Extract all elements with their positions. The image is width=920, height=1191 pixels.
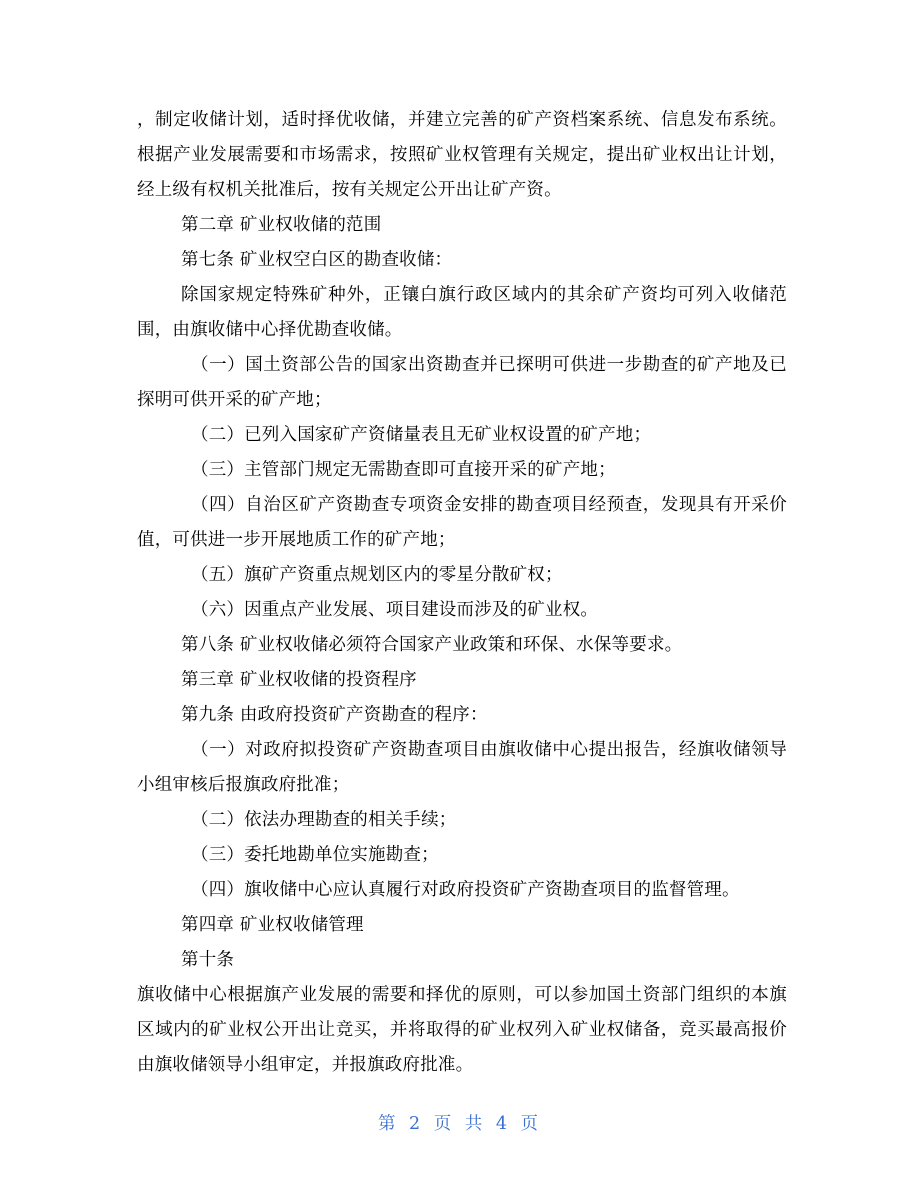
chapter-heading-2: 第二章 矿业权收储的范围 xyxy=(181,215,382,235)
procedure-item-1: （一）对政府拟投资矿产资勘查项目由旗收储中心提出报告，经旗收储领导小组审核后报旗政府批准； xyxy=(137,740,787,795)
list-item-1: （一）国土资部公告的国家出资勘查并已探明可供进一步勘查的矿产地及已探明可供开采的矿产地； xyxy=(137,355,787,410)
list-item-3: （三）主管部门规定无需勘查即可直接开采的矿产地； xyxy=(191,460,616,480)
procedure-item-2: （二）依法办理勘查的相关手续； xyxy=(191,810,457,830)
paragraph-continuation: ，制定收储计划，适时择优收储，并建立完善的矿产资档案系统、信息发布系统。根据产业发展需要和市场需求，按照矿业权管理有关规定，提出矿业权出让计划，经上级有权机关批准后，按有关规定公开出让矿产资。 xyxy=(137,110,787,200)
document-body xyxy=(137,103,787,1083)
procedure-item-4: （四）旗收储中心应认真履行对政府投资矿产资勘查项目的监督管理。 xyxy=(191,880,740,900)
article-9-heading: 第九条 由政府投资矿产资勘查的程序： xyxy=(181,705,488,725)
article-7-body: 除国家规定特殊矿种外，正镶白旗行政区域内的其余矿产资均可列入收储范围，由旗收储中心择优勘查收储。 xyxy=(137,285,787,340)
chapter-heading-4: 第四章 矿业权收储管理 xyxy=(181,915,364,935)
article-8: 第八条 矿业权收储必须符合国家产业政策和环保、水保等要求。 xyxy=(181,635,683,655)
list-item-6: （六）因重点产业发展、项目建设而涉及的矿业权。 xyxy=(191,600,599,620)
chapter-heading-3: 第三章 矿业权收储的投资程序 xyxy=(181,670,417,690)
article-10-body: 旗收储中心根据旗产业发展的需要和择优的原则，可以参加国土资部门组织的本旗区域内的矿业权公开出让竞买，并将取得的矿业权列入矿业权储备，竞买最高报价由旗收储领导小组审定，并报旗政府批准。 xyxy=(137,985,787,1075)
page-number-footer: 第 2 页 共 4 页 xyxy=(377,1114,543,1134)
list-item-5: （五）旗矿产资重点规划区内的零星分散矿权； xyxy=(191,565,563,585)
article-10-heading: 第十条 xyxy=(181,950,235,970)
article-7-heading: 第七条 矿业权空白区的勘查收储： xyxy=(181,250,453,270)
procedure-item-3: （三）委托地勘单位实施勘查； xyxy=(191,845,439,865)
list-item-4: （四）自治区矿产资勘查专项资金安排的勘查项目经预查，发现具有开采价值，可供进一步开展地质工作的矿产地； xyxy=(137,495,787,550)
list-item-2: （二）已列入国家矿产资储量表且无矿业权设置的矿产地； xyxy=(191,425,652,445)
